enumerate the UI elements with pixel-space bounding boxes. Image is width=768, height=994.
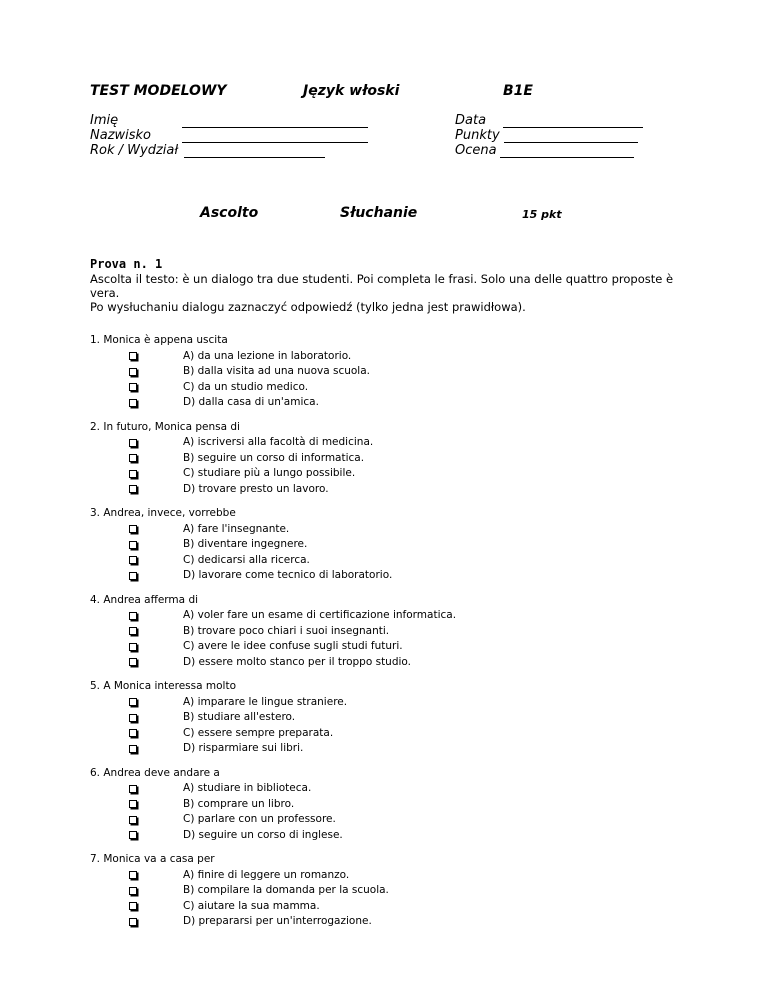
question	[90, 593, 690, 671]
instruction-it: Ascolta il testo: è un dialogo tra due studenti. Poi completa le frasi. Solo una delle quattro proposte è vera.	[90, 272, 674, 300]
field-grade	[455, 143, 497, 158]
section-points: 15 pkt	[522, 208, 562, 221]
option-text: A) finire di leggere un romanzo.	[183, 868, 350, 881]
checkbox-icon[interactable]	[129, 745, 137, 753]
question-stem: 7. Monica va a casa per	[90, 853, 215, 865]
answer-option[interactable]	[90, 482, 690, 498]
option-text: D) seguire un corso di inglese.	[183, 828, 343, 841]
question	[90, 506, 690, 584]
question	[90, 679, 690, 757]
answer-option[interactable]	[90, 695, 690, 711]
checkbox-icon[interactable]	[129, 643, 137, 651]
task-intro	[90, 257, 690, 314]
checkbox-icon[interactable]	[129, 831, 137, 839]
option-text: B) diventare ingegnere.	[183, 538, 308, 550]
answer-option[interactable]	[90, 710, 690, 726]
option-text: B) comprare un libro.	[183, 797, 295, 810]
option-text: D) essere molto stanco per il troppo studio.	[183, 655, 411, 668]
answer-option[interactable]	[90, 349, 690, 365]
option-text: C) parlare con un professore.	[183, 813, 336, 825]
answer-option[interactable]	[90, 380, 690, 396]
checkbox-icon[interactable]	[129, 785, 137, 793]
field-label: Imię	[90, 113, 119, 128]
option-text: A) da una lezione in laboratorio.	[183, 349, 352, 362]
checkbox-icon[interactable]	[129, 525, 137, 533]
checkbox-icon[interactable]	[129, 729, 137, 737]
field-label: Nazwisko	[90, 128, 152, 143]
checkbox-icon[interactable]	[129, 658, 137, 666]
option-text: D) prepararsi per un'interrogazione.	[183, 915, 372, 927]
field-label: Punkty	[455, 128, 500, 143]
answer-option[interactable]	[90, 395, 690, 411]
question-stem: 2. In futuro, Monica pensa di	[90, 420, 240, 433]
answer-option[interactable]	[90, 364, 690, 380]
option-text: D) trovare presto un lavoro.	[183, 482, 329, 495]
checkbox-icon[interactable]	[129, 698, 137, 706]
option-text: A) voler fare un esame di certificazione informatica.	[183, 609, 457, 621]
field-year-faculty	[90, 143, 178, 158]
option-text: B) compilare la domanda per la scuola.	[183, 884, 389, 896]
section-title-pl: Słuchanie	[340, 205, 418, 221]
subject-title: Język włoski	[303, 83, 400, 99]
answer-option[interactable]	[90, 797, 690, 813]
checkbox-icon[interactable]	[129, 714, 137, 722]
answer-option[interactable]	[90, 568, 690, 584]
option-text: C) dedicarsi alla ricerca.	[183, 553, 310, 566]
checkbox-icon[interactable]	[129, 470, 137, 478]
answer-option[interactable]	[90, 624, 690, 640]
answer-option[interactable]	[90, 741, 690, 757]
year-faculty-line[interactable]	[184, 143, 325, 162]
question-stem: 1. Monica è appena uscita	[90, 334, 228, 346]
checkbox-icon[interactable]	[129, 383, 137, 391]
question	[90, 852, 690, 930]
answer-option[interactable]	[90, 522, 690, 538]
answer-option[interactable]	[90, 537, 690, 553]
field-date	[455, 113, 486, 128]
checkbox-icon[interactable]	[129, 627, 137, 635]
checkbox-icon[interactable]	[129, 368, 137, 376]
checkbox-icon[interactable]	[129, 352, 137, 360]
answer-option[interactable]	[90, 781, 690, 797]
answer-option[interactable]	[90, 451, 690, 467]
option-text: B) seguire un corso di informatica.	[183, 451, 365, 464]
task-title: Prova n. 1	[90, 257, 163, 271]
section-title-it: Ascolto	[200, 205, 259, 221]
checkbox-icon[interactable]	[129, 887, 137, 895]
checkbox-icon[interactable]	[129, 439, 137, 447]
checkbox-icon[interactable]	[129, 871, 137, 879]
option-text: A) imparare le lingue straniere.	[183, 695, 348, 708]
checkbox-icon[interactable]	[129, 918, 137, 926]
question-list	[90, 333, 690, 939]
answer-option[interactable]	[90, 812, 690, 828]
answer-option[interactable]	[90, 883, 690, 899]
answer-option[interactable]	[90, 639, 690, 655]
checkbox-icon[interactable]	[129, 556, 137, 564]
option-text: C) essere sempre preparata.	[183, 726, 334, 739]
option-text: D) dalla casa di un'amica.	[183, 396, 319, 408]
question-stem: 6. Andrea deve andare a	[90, 766, 220, 779]
field-label: Data	[455, 113, 487, 128]
option-text: B) trovare poco chiari i suoi insegnanti.	[183, 624, 390, 637]
checkbox-icon[interactable]	[129, 399, 137, 407]
answer-option[interactable]	[90, 899, 690, 915]
checkbox-icon[interactable]	[129, 800, 137, 808]
grade-line[interactable]	[500, 143, 634, 162]
question-stem: 4. Andrea afferma di	[90, 593, 199, 606]
checkbox-icon[interactable]	[129, 485, 137, 493]
option-text: D) lavorare come tecnico di laboratorio.	[183, 569, 393, 581]
option-text: A) studiare in biblioteca.	[183, 782, 312, 794]
field-points	[455, 128, 500, 143]
test-title: TEST MODELOWY	[90, 83, 227, 99]
answer-option[interactable]	[90, 868, 690, 884]
option-text: C) studiare più a lungo possibile.	[183, 467, 356, 479]
question-stem: 3. Andrea, invece, vorrebbe	[90, 507, 236, 519]
answer-option[interactable]	[90, 435, 690, 451]
option-text: B) dalla visita ad una nuova scuola.	[183, 365, 371, 377]
option-text: B) studiare all'estero.	[183, 711, 296, 723]
checkbox-icon[interactable]	[129, 612, 137, 620]
question-stem: 5. A Monica interessa molto	[90, 680, 236, 692]
answer-option[interactable]	[90, 608, 690, 624]
checkbox-icon[interactable]	[129, 454, 137, 462]
answer-option[interactable]	[90, 655, 690, 671]
answer-option[interactable]	[90, 914, 690, 930]
answer-option[interactable]	[90, 553, 690, 569]
field-last-name	[90, 128, 151, 143]
question	[90, 766, 690, 844]
option-text: A) fare l'insegnante.	[183, 522, 290, 535]
instruction-pl: Po wysłuchaniu dialogu zaznaczyć odpowiedź (tylko jedna jest prawidłowa).	[90, 300, 526, 314]
field-label: Rok / Wydział	[90, 143, 179, 158]
question	[90, 333, 690, 411]
checkbox-icon[interactable]	[129, 902, 137, 910]
answer-option[interactable]	[90, 466, 690, 482]
checkbox-icon[interactable]	[129, 572, 137, 580]
field-first-name	[90, 113, 118, 128]
checkbox-icon[interactable]	[129, 541, 137, 549]
checkbox-icon[interactable]	[129, 816, 137, 824]
option-text: C) da un studio medico.	[183, 380, 309, 393]
field-label: Ocena	[455, 143, 497, 158]
question	[90, 420, 690, 498]
option-text: C) aiutare la sua mamma.	[183, 899, 320, 912]
answer-option[interactable]	[90, 726, 690, 742]
option-text: D) risparmiare sui libri.	[183, 742, 304, 754]
option-text: C) avere le idee confuse sugli studi futuri.	[183, 640, 403, 652]
answer-option[interactable]	[90, 828, 690, 844]
level-label: B1E	[503, 83, 533, 99]
option-text: A) iscriversi alla facoltà di medicina.	[183, 436, 374, 448]
